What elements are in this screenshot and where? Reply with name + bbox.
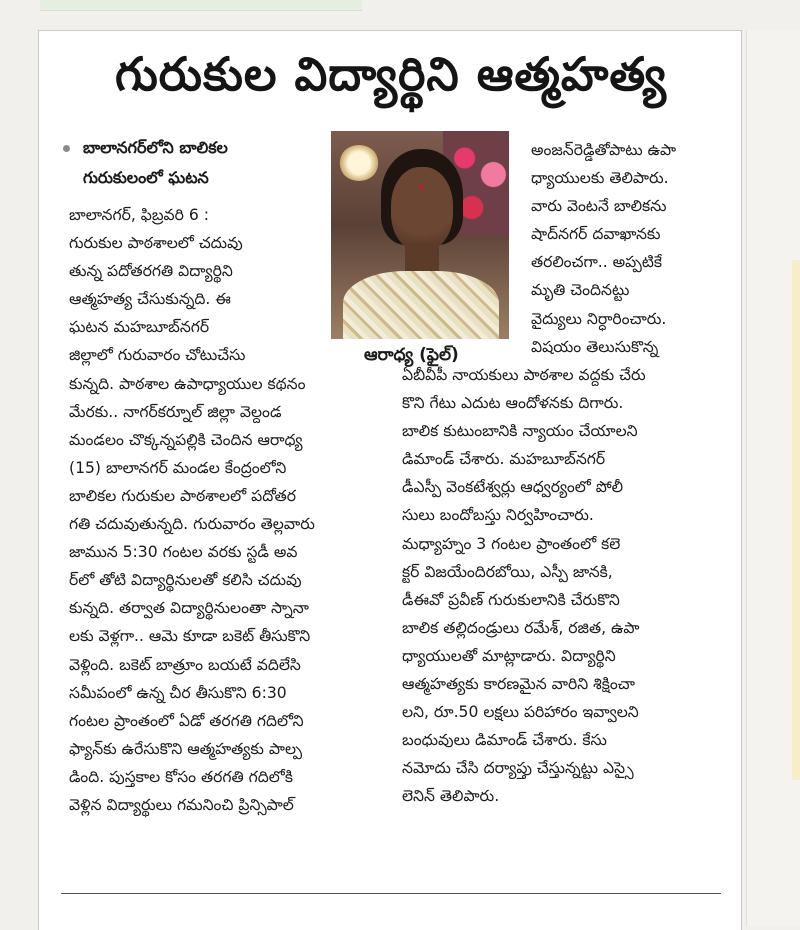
body-line: నమోదు చేసి దర్యాప్తు చేస్తున్నట్టు ఎస్సై [402, 759, 634, 778]
body-line: ఘటన మహబూబ్‌నగర్ [69, 318, 210, 337]
body-line: సమీపంలో ఉన్న చీర తీసుకొని 6:30 [69, 683, 287, 702]
body-line: డీఎస్పీ వెంకటేశ్వర్లు ఆధ్వర్యంలో పోలీ [402, 478, 624, 497]
body-line: కొని గేటు ఎదుట ఆందోళనకు దిగారు. [402, 394, 624, 413]
body-line: ఆత్మహత్య చేసుకున్నది. ఈ [69, 290, 231, 309]
article-body-right [402, 361, 732, 811]
body-line: ధ్యాయులకు తెలిపారు. [531, 169, 669, 188]
news-article [38, 30, 742, 930]
body-line: డిమాండ్ చేశారు. మహబూబ్‌నగర్ [402, 450, 606, 469]
body-line: లకు వెళ్లగా.. ఆమె కూడా బకెట్ తీసుకొని [69, 627, 311, 646]
bullet-icon [63, 145, 70, 152]
article-subheading [63, 133, 343, 193]
body-line: డింది. పుస్తకాల కోసం తరగతి గదిలోకి [69, 767, 294, 786]
body-line: బాలిక తల్లిదండ్రులు రమేశ్, రజిత, ఉపా [402, 618, 640, 637]
body-line: ధ్యాయులతో మాట్లాడారు. విద్యార్థిని [402, 646, 616, 665]
body-line: సులు బందోబస్తు నిర్వహించారు. [402, 506, 594, 525]
body-line: ఆత్మహత్యకు కారణమైన వారిని శిక్షించా [402, 675, 635, 694]
body-line: ఏబీవీపీ నాయకులు పాఠశాల వద్దకు చేరు [402, 366, 646, 384]
subheading-line: గురుకులంలో ఘటన [83, 168, 209, 187]
body-line: వెళ్లిన విద్యార్థులు గమనించి ప్రిన్సిపాల్ [69, 795, 294, 814]
body-line: బాలిక కుటుంబానికి న్యాయం చేయాలని [402, 422, 638, 441]
body-line: గంటల ప్రాంతంలో ఏడో తరగతి గదిలోని [69, 711, 304, 730]
body-line: లని, రూ.50 లక్షలు పరిహారం ఇవ్వాలని [402, 703, 639, 722]
body-line: బాలికల గురుకుల పాఠశాలలో పదోతర [69, 486, 296, 505]
body-line: బంధువులు డిమాండ్ చేశారు. కేసు [402, 731, 607, 750]
top-strip [0, 0, 800, 30]
body-line: షాద్‌నగర్ దవాఖానకు [531, 225, 661, 244]
article-body-left [69, 201, 384, 819]
adjacent-article-box [40, 0, 362, 11]
body-line: లెనిన్ తెలిపారు. [402, 787, 500, 806]
body-line: మధ్యాహ్నం 3 గంటల ప్రాంతంలో కలె [402, 534, 621, 553]
body-line: జిల్లాలో గురువారం చోటుచేసు [69, 346, 246, 365]
body-line: జామున 5:30 గంటల వరకు స్టడీ అవ [69, 543, 298, 562]
body-line: వారు వెంటనే బాలికను [531, 197, 667, 216]
body-line: అంజన్‌రెడ్డితోపాటు ఉపా [531, 141, 677, 159]
subheading-line: బాలానగర్‌లోని బాలికల [83, 138, 228, 157]
body-line: వెళ్లింది. బకెట్ బాత్రూం బయటే వదిలేసి [69, 655, 301, 674]
body-line: డీఈవో ప్రవీణ్ గురుకులానికి చేరుకొని [402, 590, 620, 609]
body-line: మేరకు.. నాగర్‌కర్నూల్ జిల్లా వెల్దండ [69, 402, 282, 421]
body-line: (15) బాలానగర్ మండల కేంద్రంలోని [69, 458, 287, 477]
body-line: మండలం చొక్కన్నపల్లికి చెందిన ఆరాధ్య [69, 430, 303, 449]
body-line: కున్నది. పాఠశాల ఉపాధ్యాయుల కథనం [69, 374, 306, 393]
body-line: గతి చదువుతున్నది. గురువారం తెల్లవారు [69, 515, 315, 534]
right-margin [746, 30, 800, 926]
body-line: ఫ్యాన్‌కు ఉరేసుకొని ఆత్మహత్యకు పాల్ప [69, 739, 303, 758]
body-line: విషయం తెలుసుకొన్న [531, 337, 659, 356]
body-line: తరలించగా.. అప్పటికే [531, 253, 663, 272]
photo-caption: ఆరాధ్య (ఫైల్) [364, 345, 459, 365]
article-bottom-rule [61, 893, 721, 894]
body-line: క్టర్ విజయేందిరబోయి, ఎస్పీ జానకి, [402, 562, 613, 581]
body-line: కున్నది. తర్వాత విద్యార్థినులంతా స్నానా [69, 599, 309, 618]
body-line: బాలానగర్, ఫిబ్రవరి 6 : [69, 206, 209, 224]
article-headline: గురుకుల విద్యార్థిని ఆత్మహత్య [115, 47, 667, 101]
body-line: వైద్యులు నిర్ధారించారు. [531, 309, 667, 328]
column-divider [746, 30, 747, 926]
body-line: గురుకుల పాఠశాలలో చదువు [69, 234, 243, 253]
body-line: ర్‌లో తోటి విద్యార్థినులతో కలిసి చదువు [69, 571, 302, 590]
article-body-right-top [531, 136, 731, 361]
body-line: తున్న పదోతరగతి విద్యార్థిని [69, 262, 233, 281]
adjacent-ad-band [792, 260, 800, 780]
body-line: మృతి చెందినట్టు [531, 281, 630, 300]
